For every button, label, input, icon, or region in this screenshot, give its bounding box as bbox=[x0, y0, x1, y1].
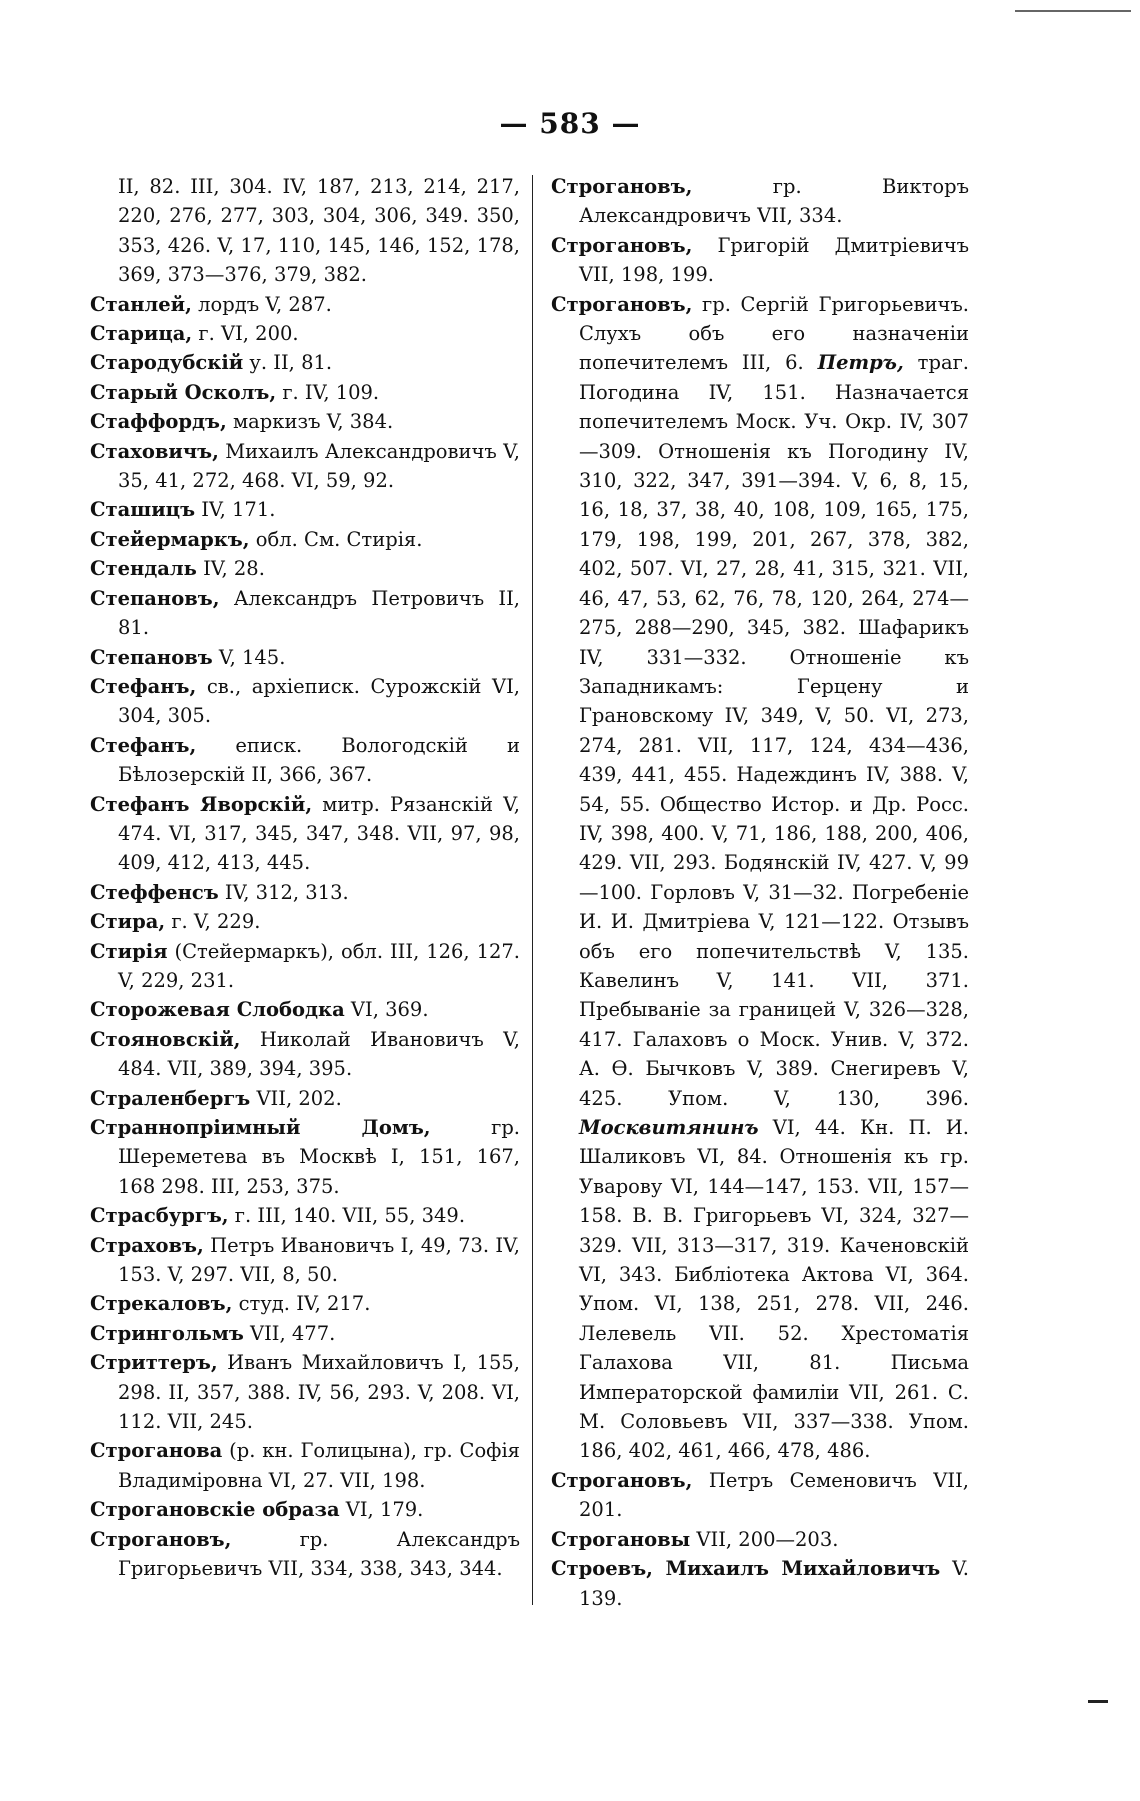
index-entry: Строгановъ, гр. Викторъ Александровичъ VII, 334. bbox=[551, 175, 969, 228]
index-entry: Стеффенсъ IV, 312, 313. bbox=[90, 880, 349, 904]
index-entry: Строгановъ, гр. Александръ Григорьевичъ VII, 334, 338, 343, 344. bbox=[90, 1527, 520, 1581]
index-entry: Строгановъ, Григорій Дмитріевичъ VII, 198, 199. bbox=[551, 233, 969, 287]
index-entry: Стефанъ, св., архіеписк. Сурожскій VI, 304, 305. bbox=[90, 674, 520, 728]
index-entry: Стирія (Стейермаркъ), обл. III, 126, 127. V, 229, 231. bbox=[90, 939, 520, 992]
index-entry: Стрекаловъ, студ. IV, 217. bbox=[90, 1292, 371, 1316]
index-entry: Строгановскіе образа VI, 179. bbox=[90, 1498, 424, 1522]
index-entry: Строганова (р. кн. Голицына), гр. Софія Владиміровна VI, 27. VII, 198. bbox=[90, 1439, 520, 1492]
italic-ref: Петръ, bbox=[817, 351, 904, 375]
index-entry: Страховъ, Петръ Ивановичъ I, 49, 73. IV, 153. V, 297. VII, 8, 50. bbox=[90, 1233, 520, 1287]
index-entry: Страленбергъ VII, 202. bbox=[90, 1086, 342, 1110]
index-entry: Строевъ, Михаилъ Михайловичъ V. 139. bbox=[551, 1557, 969, 1610]
index-entry: Стира, г. V, 229. bbox=[90, 910, 261, 934]
index-entry: Сторожевая Слободка VI, 369. bbox=[90, 998, 429, 1022]
index-entry: Стендаль IV, 28. bbox=[90, 557, 265, 581]
index-entry: Страннопріимный Домъ, гр. Шереметева въ Москвѣ I, 151, 167, 168 298. III, 253, 375. bbox=[90, 1116, 520, 1198]
index-entry: Стейермаркъ, обл. См. Стирія. bbox=[90, 527, 423, 551]
index-entry: Стрингольмъ VII, 477. bbox=[90, 1321, 336, 1345]
top-rule bbox=[1015, 10, 1131, 12]
index-entry: Строгановъ, Петръ Семеновичъ VII, 201. bbox=[551, 1468, 969, 1522]
index-entry: Страсбургъ, г. III, 140. VII, 55, 349. bbox=[90, 1204, 466, 1228]
index-entry: Степановъ, Александръ Петровичъ II, 81. bbox=[90, 586, 520, 640]
index-entry: II, 82. III, 304. IV, 187, 213, 214, 217, 220, 276, 277, 303, 304, 306, 349. 350, 353, 426. V, 17, 110, 145, 146, 152, 178, 369, 373—376, 379, 382. bbox=[118, 175, 520, 287]
index-entry: Степановъ V, 145. bbox=[90, 645, 286, 669]
index-entry: Стефанъ, еписк. Вологодскій и Бѣлозерскій II, 366, 367. bbox=[90, 733, 520, 787]
index-entry: Стриттеръ, Иванъ Михайловичъ I, 155, 298. II, 357, 388. IV, 56, 293. V, 208. VI, 112. VII, 245. bbox=[90, 1351, 520, 1434]
index-entry: Стародубскій у. II, 81. bbox=[90, 351, 333, 375]
page-number: — 583 — bbox=[499, 107, 641, 140]
margin-mark bbox=[1088, 1700, 1108, 1703]
index-entry: Строгановы VII, 200—203. bbox=[551, 1527, 839, 1551]
italic-ref: Москвитянинъ bbox=[579, 1116, 759, 1139]
right-column bbox=[551, 172, 969, 1613]
index-entry: Старица, г. VI, 200. bbox=[90, 322, 299, 346]
index-entry: Станлей, лордъ V, 287. bbox=[90, 292, 332, 316]
index-entry: Стаховичъ, Михаилъ Александровичъ V, 35, 41, 272, 468. VI, 59, 92. bbox=[90, 439, 520, 493]
column-divider bbox=[532, 175, 533, 1605]
index-entry: Старый Осколъ, г. IV, 109. bbox=[90, 380, 380, 404]
index-entry: Строгановъ, гр. Сергій Григорьевичъ. Слухъ объ его назначеніи попечителемъ III, 6. Петръ, траг. Погодина IV, 151. Назначается попечителемъ Моск. Уч. Окр. IV, 307—309. Отношенія къ Погодину IV, 310, 322, 347, 391—394. V, 6, 8, 15, 16, 18, 37, 38, 40, 108, 109, 165, 175, 179, 198, 199, 201, 267, 378, 382, 402, 507. VI, 27, 28, 41, 315, 321. VII, 46, 47, 53, 62, 76, 78, 120, 264, 274—275, 288—290, 345, 382. Шафарикъ IV, 331—332. Отношеніе къ Западникамъ: Герцену и Грановскому IV, 349, V, 50. VI, 273, 274, 281. VII, 117, 124, 434—436, 439, 441, 455. Надеждинъ IV, 388. V, 54, 55. Общество Истор. и Др. Росс. IV, 398, 400. V, 71, 186, 188, 200, 406, 429. VII, 293. Бодянскій IV, 427. V, 99—100. Горловъ V, 31—32. Погребеніе И. И. Дмитріева V, 121—122. Отзывъ объ его попечительствѣ V, 135. Кавелинъ V, 141. VII, 371. Пребываніе за границей V, 326—328, 417. Галаховъ о Моск. Унив. V, 372. А. Ѳ. Бычковъ V, 389. Снегиревъ V, 425. Упом. V, 130, 396. Москвитянинъ VI, 44. Кн. П. И. Шаликовъ VI, 84. Отношенія къ гр. Уварову VI, 144—147, 153. VII, 157—158. В. В. Григорьевъ VI, 324, 327—329. VII, 313—317, 319. Каченовскій VI, 343. Библіотека Актова VI, 364. Упом. VI, 138, 251, 278. VII, 246. Лелевель VII. 52. Хрестоматія Галахова VII, 81. Письма Императорской фамиліи VII, 261. С. М. Соловьевъ VII, 337—338. Упом. 186, 402, 461, 466, 478, 486. bbox=[551, 292, 970, 1463]
index-entry: Стефанъ Яворскій, митр. Рязанскій V, 474. VI, 317, 345, 347, 348. VII, 97, 98, 409, 412, 413, 445. bbox=[90, 792, 520, 875]
index-entry: Стаффордъ, маркизъ V, 384. bbox=[90, 410, 394, 434]
index-entry: Сташицъ IV, 171. bbox=[90, 498, 276, 522]
left-column bbox=[90, 172, 520, 1584]
index-entry: Стояновскій, Николай Ивановичъ V, 484. VII, 389, 394, 395. bbox=[90, 1027, 520, 1081]
